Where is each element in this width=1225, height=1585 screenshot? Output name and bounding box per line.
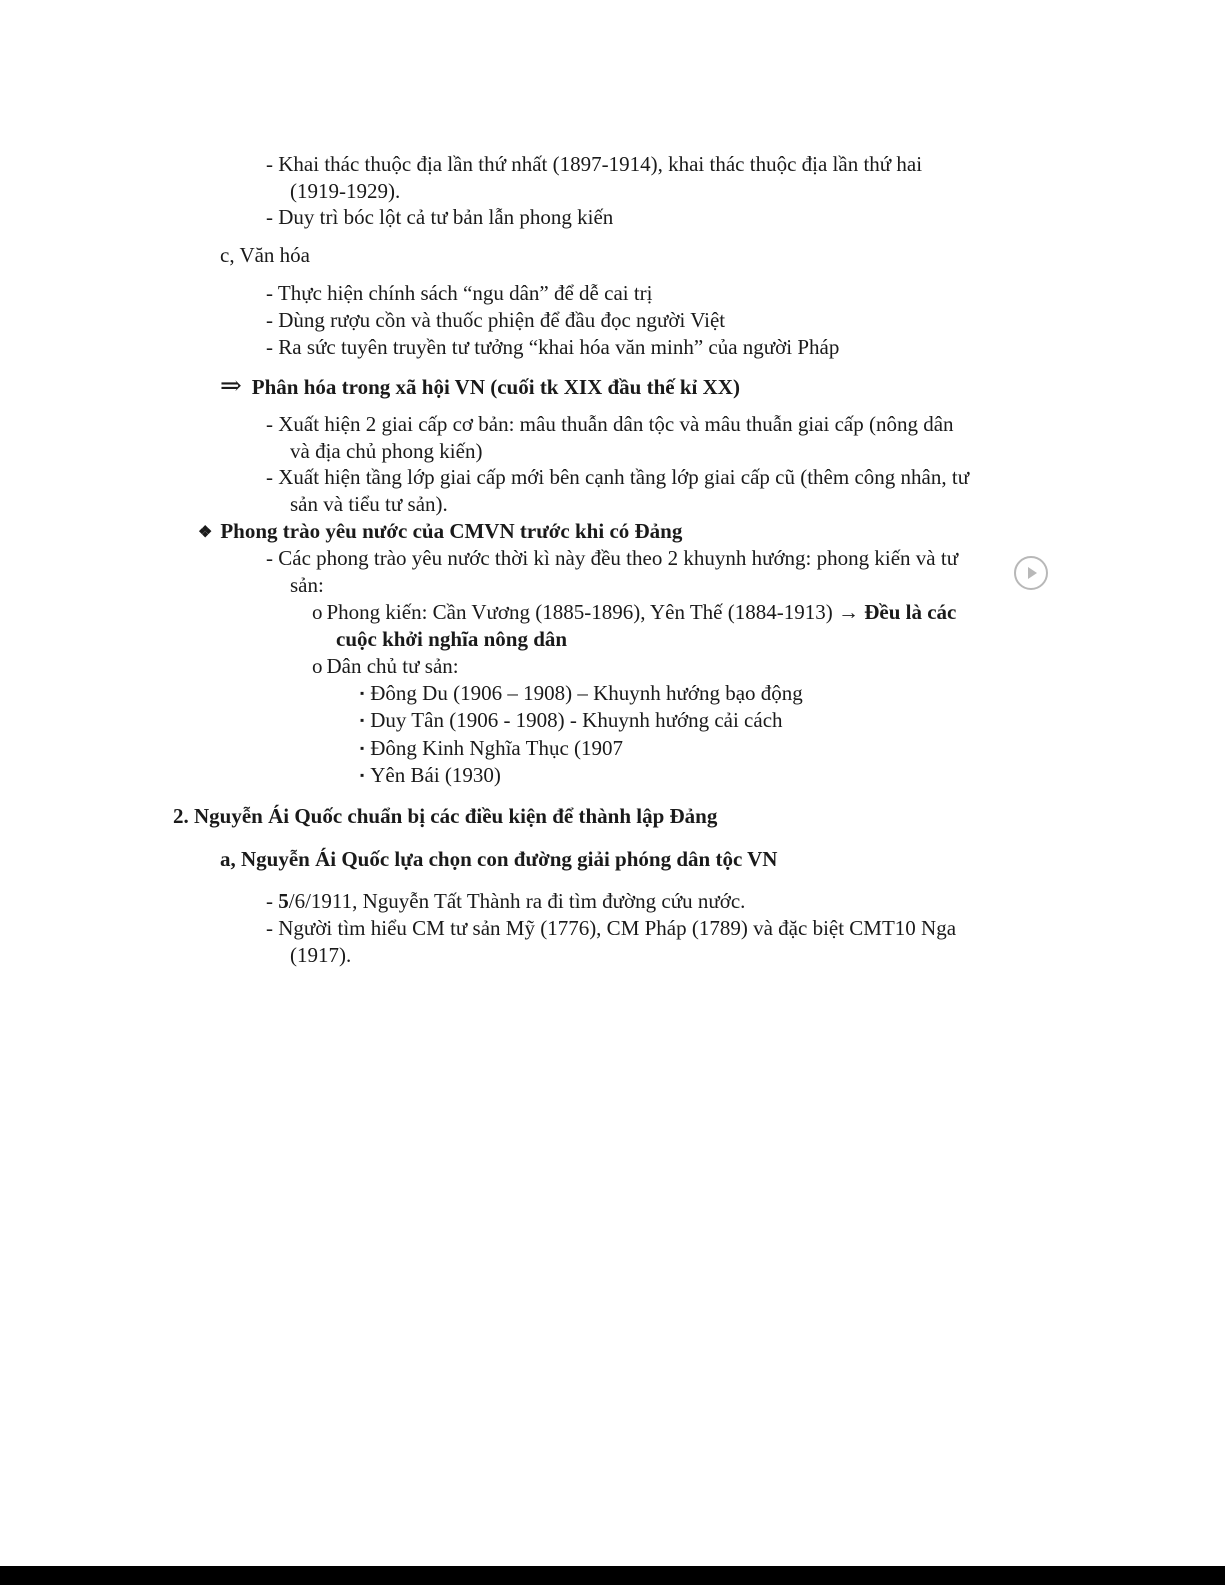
section-heading: a, Nguyễn Ái Quốc lựa chọn con đường giải phóng dân tộc VN [220,847,778,871]
text-rest: /6/1911, Nguyễn Tất Thành ra đi tìm đường cứu nước. [288,889,746,913]
list-item [312,599,956,626]
sub-list-item-text: Đông Kinh Nghĩa Thục (1907 [370,736,624,760]
text-line: - Ra sức tuyên truyền tư tưởng “khai hóa văn minh” của người Pháp [266,335,840,359]
square-bullet-icon: ▪ [360,686,365,700]
list-item-continuation: cuộc khởi nghĩa nông dân [336,627,568,651]
text-line: - Dùng rượu cồn và thuốc phiện để đầu đọc người Việt [266,308,726,332]
square-bullet-icon: ▪ [360,741,365,755]
sub-list-item-text: Duy Tân (1906 - 1908) - Khuynh hướng cải cách [370,708,783,732]
list-item [312,653,459,680]
square-bullet-icon: ▪ [360,713,365,727]
diamond-bullet-icon: ❖ [198,524,213,541]
list-item-text: Dân chủ tư sản: [326,654,459,678]
conclusion-text: Phân hóa trong xã hội VN (cuối tk XIX đầu thế kỉ XX) [251,375,740,399]
bottom-border [0,1566,1225,1585]
text-line: - Xuất hiện tầng lớp giai cấp mới bên cạnh tầng lớp giai cấp cũ (thêm công nhân, tư [266,465,970,489]
sub-list-item [360,735,623,765]
double-arrow-icon: ⇒ [220,371,242,400]
text-line: - Các phong trào yêu nước thời kì này đều theo 2 khuynh hướng: phong kiến và tư [266,546,959,570]
text-line: - Khai thác thuộc địa lần thứ nhất (1897-1914), khai thác thuộc địa lần thứ hai [266,152,923,176]
date-emphasis: 5 [278,889,289,913]
play-icon [1016,558,1046,588]
subsection-heading-text: Phong trào yêu nước của CMVN trước khi có Đảng [220,519,683,543]
text-line: (1917). [290,943,352,967]
square-bullet-icon: ▪ [360,768,365,782]
text-line: sản: [290,573,324,597]
text-line: - Duy trì bóc lột cả tư bản lẫn phong kiến [266,205,614,229]
sub-list-item [360,680,803,710]
circle-bullet-icon: o [312,654,323,678]
subsection-heading [198,518,682,547]
play-button[interactable] [1014,556,1048,590]
section-heading: c, Văn hóa [220,243,310,267]
sub-list-item [360,762,501,792]
list-item-text: Phong kiến: Cần Vương (1885-1896), Yên Thế (1884-1913) → [326,600,865,624]
text-line: - Người tìm hiểu CM tư sản Mỹ (1776), CM Pháp (1789) và đặc biệt CMT10 Nga [266,916,957,940]
conclusion-heading [220,372,740,401]
text-line: và địa chủ phong kiến) [290,439,483,463]
text-line: sản và tiểu tư sản). [290,492,448,516]
circle-bullet-icon: o [312,600,323,624]
text-line: - Thực hiện chính sách “ngu dân” để dễ cai trị [266,281,653,305]
main-heading: 2. Nguyễn Ái Quốc chuẩn bị các điều kiện để thành lập Đảng [173,804,718,828]
sub-list-item-text: Đông Du (1906 – 1908) – Khuynh hướng bạo động [370,681,803,705]
list-item-emphasis: Đều là các [864,600,957,624]
text-line: (1919-1929). [290,179,401,203]
sub-list-item-text: Yên Bái (1930) [370,763,501,787]
sub-list-item [360,707,783,737]
dash: - [266,889,279,913]
text-line [266,888,745,915]
text-line: - Xuất hiện 2 giai cấp cơ bản: mâu thuẫn dân tộc và mâu thuẫn giai cấp (nông dân [266,412,954,436]
